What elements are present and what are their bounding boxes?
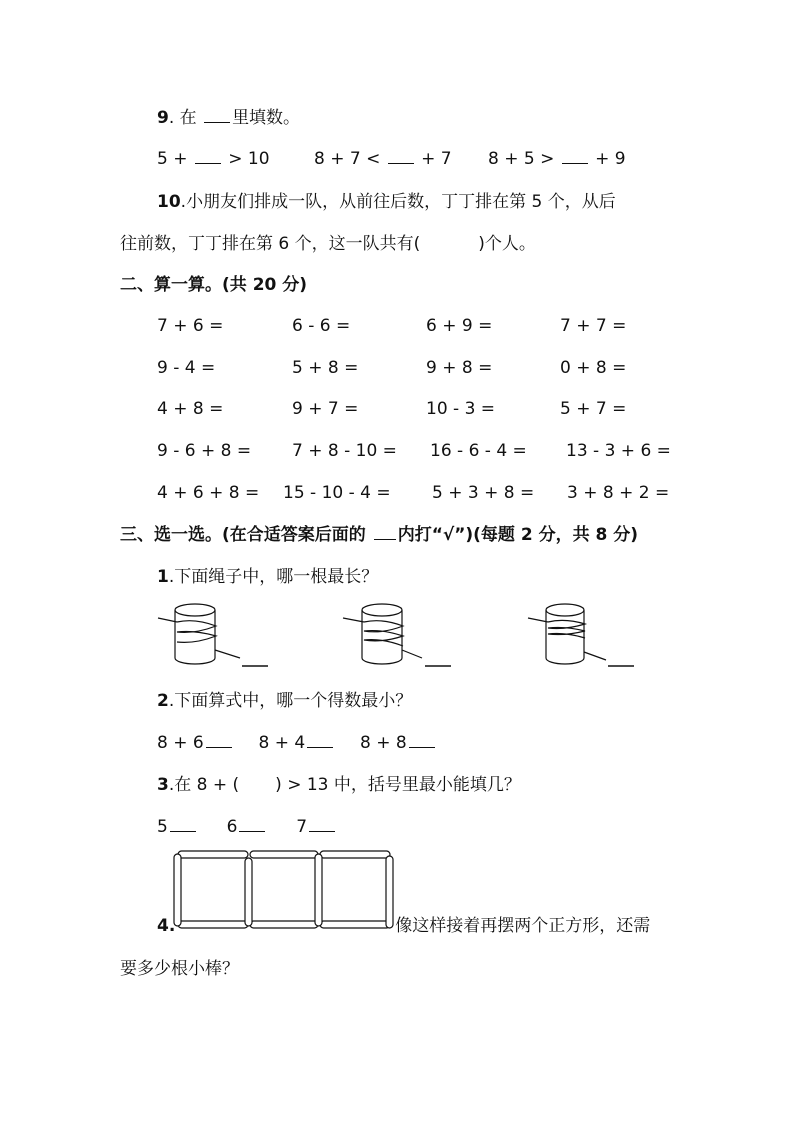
answer-blank <box>374 525 396 540</box>
option: 6 <box>226 817 238 837</box>
option: 8 + 6 <box>157 733 204 753</box>
answer-blank[interactable] <box>239 817 265 832</box>
answer-blank[interactable] <box>388 149 414 164</box>
answer-blank[interactable] <box>206 733 232 748</box>
rope-figure-3 <box>520 600 650 670</box>
q9-number: 9 <box>157 108 169 128</box>
q9-item-3: 8 + 5 > + 9 <box>488 149 626 169</box>
q10-line-2: 往前数，丁丁排在第 6 个，这一队共有( )个人。 <box>120 234 536 254</box>
calc-item: 6 - 6 = <box>292 316 351 336</box>
answer-blank[interactable] <box>307 733 333 748</box>
calc-item: 9 - 6 + 8 = <box>157 441 252 461</box>
option: 8 + 4 <box>258 733 306 753</box>
option: 8 + 8 <box>360 733 407 753</box>
q10-number: 10 <box>157 192 181 212</box>
answer-blank[interactable] <box>309 817 335 832</box>
calc-item: 7 + 8 - 10 = <box>292 441 397 461</box>
calc-item: 9 + 7 = <box>292 399 359 419</box>
rope-figure-1 <box>150 600 280 670</box>
calc-item: 16 - 6 - 4 = <box>430 441 527 461</box>
calc-item: 7 + 7 = <box>560 316 627 336</box>
calc-item: 6 + 9 = <box>426 316 493 336</box>
calc-item: 9 + 8 = <box>426 358 493 378</box>
answer-blank[interactable] <box>562 149 588 164</box>
calc-item: 13 - 3 + 6 = <box>566 441 671 461</box>
calc-item: 9 - 4 = <box>157 358 216 378</box>
s3-q3-prompt: 3.在 8 + ( ) > 13 中，括号里最小能填几？ <box>157 775 521 795</box>
section-2-title: 二、算一算。(共 20 分) <box>120 275 308 295</box>
q10-line-1: 10.小朋友们排成一队，从前往后数，丁丁排在第 5 个，从后 <box>157 192 616 212</box>
answer-blank[interactable] <box>409 733 435 748</box>
option: 5 <box>157 817 168 837</box>
q9-prompt: 9. 在 里填数。 <box>157 108 301 128</box>
s3-q3-options <box>157 815 337 839</box>
calc-item: 15 - 10 - 4 = <box>283 483 391 503</box>
s3-q2-options <box>157 731 437 755</box>
calc-item: 5 + 3 + 8 = <box>432 483 535 503</box>
calc-item: 4 + 6 + 8 = <box>157 483 260 503</box>
calc-item: 0 + 8 = <box>560 358 627 378</box>
calc-item: 7 + 6 = <box>157 316 224 336</box>
calc-item: 3 + 8 + 2 = <box>567 483 670 503</box>
calc-item: 10 - 3 = <box>426 399 496 419</box>
s3-q4-line-2: 要多少根小棒？ <box>120 959 239 979</box>
calc-item: 5 + 7 = <box>560 399 627 419</box>
s3-q4-line-1: 4. 像这样接着再摆两个正方形，还需 <box>157 916 651 936</box>
calc-item: 4 + 8 = <box>157 399 224 419</box>
q9-item-2: 8 + 7 < + 7 <box>314 149 452 169</box>
answer-blank[interactable] <box>204 108 230 123</box>
s3-q1-prompt: 1.下面绳子中，哪一根最长？ <box>157 567 379 587</box>
s3-q2-prompt: 2.下面算式中，哪一个得数最小？ <box>157 691 413 711</box>
option: 7 <box>296 817 308 837</box>
answer-blank[interactable] <box>195 149 221 164</box>
q9-item-1: 5 + > 10 <box>157 149 270 169</box>
rope-figure-2 <box>340 600 470 670</box>
answer-blank[interactable] <box>170 817 196 832</box>
calc-item: 5 + 8 = <box>292 358 359 378</box>
section-3-title: 三、选一选。(在合适答案后面的 内打“√”)(每题 2 分，共 8 分) <box>120 525 639 545</box>
